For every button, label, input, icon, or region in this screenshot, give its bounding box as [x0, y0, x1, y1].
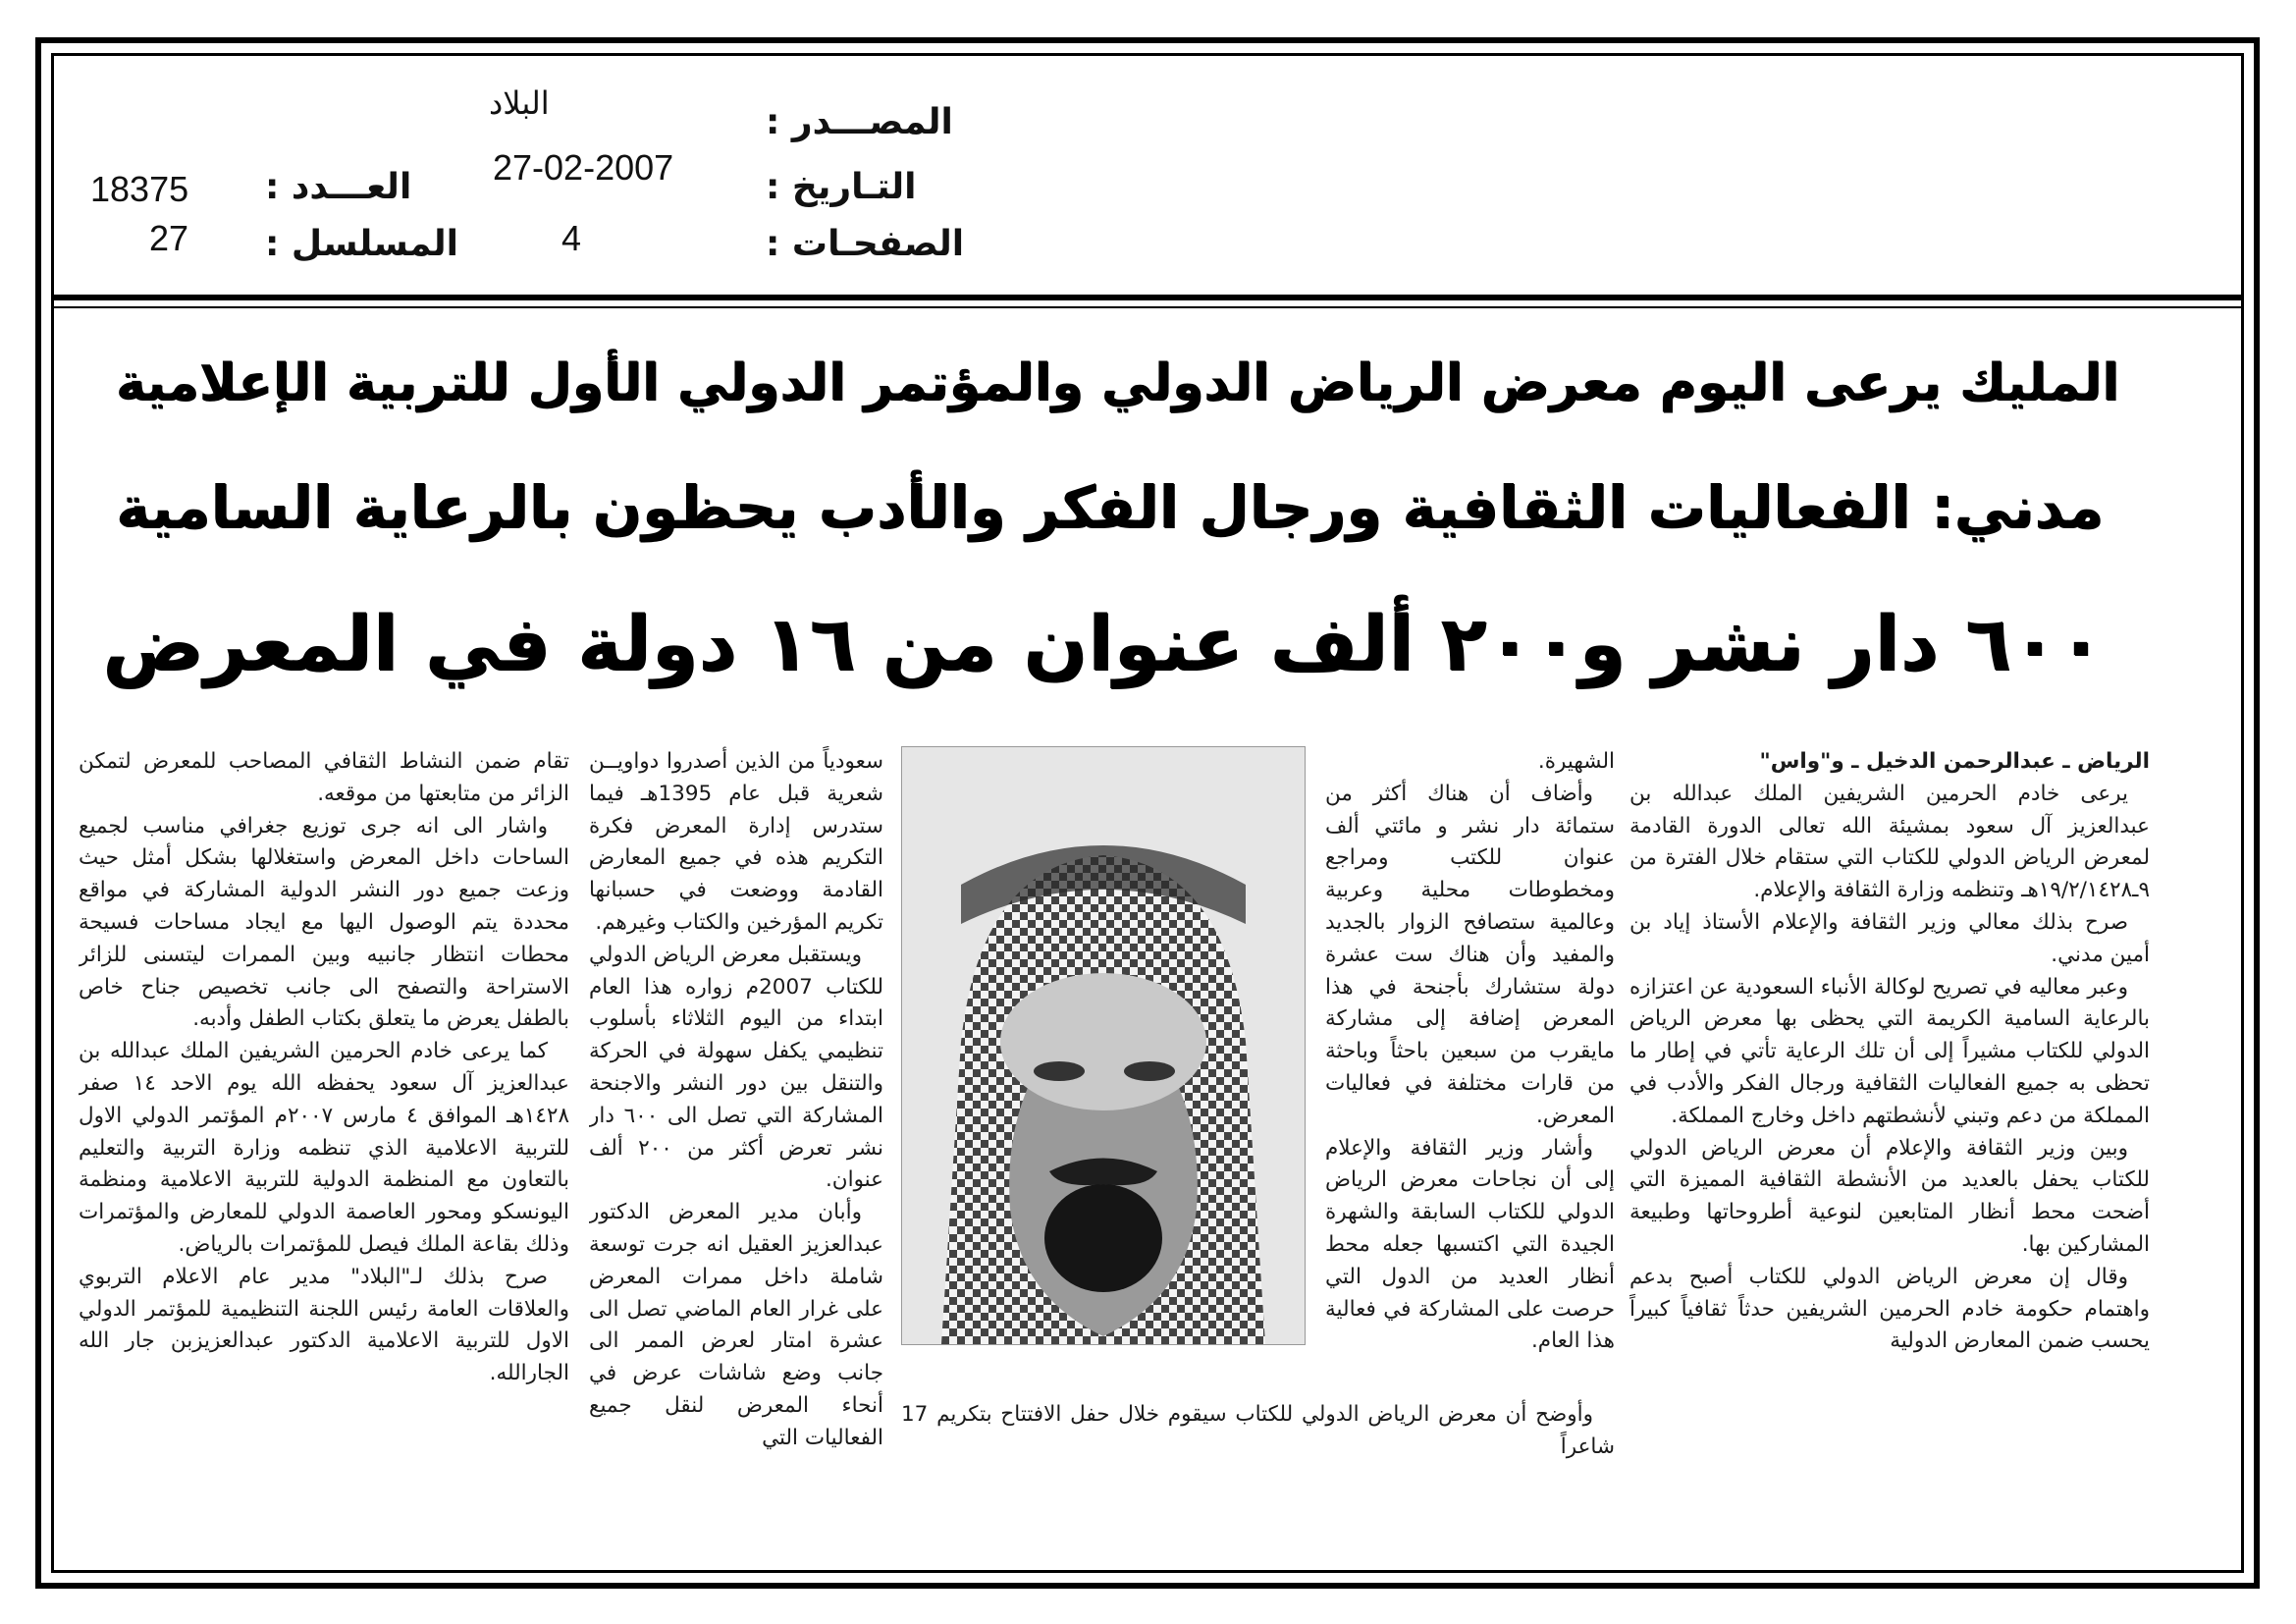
- article-column-2-bottom: [901, 1399, 1615, 1473]
- col4-paragraph: كما يرعى خادم الحرمين الشريفين الملك عبدالله بن عبدالعزيز آل سعود يحفظه الله يوم الاحد ١٤ صفر ١٤٢٨هـ الموافق ٤ مارس ٢٠٠٧م المؤتمر الدولي الاول للتربية الاعلامية الذي تنظمه وزارة التربية والتعليم بالتعاون مع المنظمة الدولية للتربية الاعلامية ومنظمة اليونسكو ومحور العاصمة الدولي للمعارض والمؤتمرات وذلك بقاعة الملك فيصل للمؤتمرات بالرياض.: [79, 1039, 569, 1257]
- article-column-2: [1325, 746, 1615, 1473]
- col3-paragraph: سعودياً من الذين أصدروا دواويــن شعرية قبل عام 1395هـ فيما ستدرس إدارة المعرض فكرة التكريم هذه في جميع المعارض القادمة ووضعت في حسبانها تكريم المؤرخين والكتاب وغيرهم.: [589, 749, 883, 935]
- col1-paragraph: وعبر معاليه في تصريح لوكالة الأنباء السعودية عن اعتزازه بالرعاية السامية الكريمة التي يحظى بها معرض الرياض الدولي للكتاب مشيراً إلى أن تلك الرعاية تأتي في إطار ما تحظى به جميع الفعاليات الثقافية ورجال الفكر والأدب في المملكة من دعم وتبني لأنشطتهم داخل وخارج المملكة.: [1629, 974, 2150, 1128]
- article-column-4: [79, 746, 569, 1473]
- pages-value: 4: [561, 218, 582, 258]
- header-divider: [51, 295, 2244, 300]
- king-portrait-photo: [901, 746, 1306, 1345]
- col4-paragraph: صرح بذلك لـ"البلاد" مدير عام الاعلام التربوي والعلاقات العامة رئيس اللجنة التنظيمية للمؤتمر الدولي الاول للتربية الاعلامية الدكتور عبدالعزيزبن جار الله الجارالله.: [79, 1264, 569, 1386]
- headline-2: مدني: الفعاليات الثقافية ورجال الفكر والأدب يحظون بالرعاية السامية: [115, 473, 2104, 541]
- col2-paragraph: وأشار وزير الثقافة والإعلام إلى أن نجاحات معرض الرياض الدولي للكتاب السابقة والشهرة الجيدة التي اكتسبها جعله محط أنظار العديد من الدول التي حرصت على المشاركة في فعالية هذا العام.: [1325, 1135, 1615, 1354]
- col2-paragraph: وأوضح أن معرض الرياض الدولي للكتاب سيقوم خلال حفل الافتتاح بتكريم 17 شاعراً: [901, 1402, 1615, 1459]
- article-column-3: [589, 746, 883, 1473]
- issue-label: العـــدد :: [265, 167, 412, 207]
- header-divider-thin: [51, 306, 2244, 308]
- col1-paragraph: يرعى خادم الحرمين الشريفين الملك عبدالله بن عبدالعزيز آل سعود بمشيئة الله تعالى الدورة القادمة لمعرض الرياض الدولي للكتاب التي ستقام خلال الفترة من ٩ـ١٩/٢/١٤٢٨هـ وتنظمه وزارة الثقافة والإعلام.: [1629, 781, 2150, 903]
- source-label: المصـــدر :: [766, 102, 953, 142]
- issue-value: 18375: [90, 169, 189, 209]
- headline-1: المليك يرعى اليوم معرض الرياض الدولي والمؤتمر الدولي الأول للتربية الإعلامية: [115, 353, 2119, 412]
- date-label: التـاريخ :: [766, 167, 917, 207]
- col3-paragraph: ويستقبل معرض الرياض الدولي للكتاب 2007م زواره هذا العام ابتداء من اليوم الثلاثاء بأسلوب تنظيمي يكفل سهولة في الحركة والتنقل بين دور النشر والاجنحة المشاركة التي تصل الى ٦٠٠ دار نشر تعرض أكثر من ٢٠٠ ألف عنوان.: [589, 942, 883, 1193]
- col1-paragraph: وقال إن معرض الرياض الدولي للكتاب أصبح بدعم واهتمام حكومة خادم الحرمين الشريفين حدثاً ثقافياً كبيراً يحسب ضمن المعارض الدولية: [1629, 1264, 2150, 1354]
- article-column-1: [1629, 746, 2150, 1473]
- col2-paragraph: وأضاف أن هناك أكثر من ستمائة دار نشر و مائتي ألف عنوان للكتب ومراجع ومخطوطات محلية وعربية وعالمية ستصافح الزوار بالجديد والمفيد وأن هناك ست عشرة دولة ستشارك بأجنحة في هذا المعرض إضافة إلى مشاركة مايقرب من سبعين باحثاً وباحثة من قارات مختلفة في فعاليات المعرض.: [1325, 781, 1615, 1128]
- portrait-illustration: [902, 747, 1305, 1344]
- col2-paragraph: الشهيرة.: [1537, 749, 1615, 774]
- col1-paragraph: وبين وزير الثقافة والإعلام أن معرض الرياض الدولي للكتاب يحفل بالعديد من الأنشطة الثقافية المميزة التي أضحت محط أنظار المتابعين لنوعية أطروحاتها وطبيعة المشاركين بها.: [1629, 1135, 2150, 1257]
- date-value: 27-02-2007: [493, 147, 674, 188]
- byline: الرياض ـ عبدالرحمن الدخيل ـ و"واس": [1759, 749, 2150, 774]
- headline-3: ٦٠٠ دار نشر و٢٠٠ ألف عنوان من ١٦ دولة في المعرض: [102, 601, 2104, 688]
- col1-paragraph: صرح بذلك معالي وزير الثقافة والإعلام الأستاذ إياد بن أمين مدني.: [1629, 909, 2150, 967]
- serial-label: المسلسل :: [265, 224, 459, 264]
- col3-paragraph: وأبان مدير المعرض الدكتور عبدالعزيز العقيل انه جرت توسعة شاملة داخل ممرات المعرض على غرار العام الماضي تصل الى عشرة امتار لعرض الممر الى جانب وضع شاشات عرض في أنحاء المعرض لنقل جميع الفعاليات التي: [589, 1200, 883, 1450]
- source-value: البلاد: [489, 84, 550, 122]
- serial-value: 27: [149, 218, 189, 258]
- col4-paragraph: واشار الى انه جرى توزيع جغرافي مناسب لجميع الساحات داخل المعرض واستغلالها بشكل أمثل حيث وزعت جميع دور النشر الدولية المشاركة في مواقع محددة يتم الوصول اليها مع ايجاد مساحات فسيحة محطات انتظار جانبيه وبين الممرات ليتسنى للزائر الاستراحة والتصفح الى جانب تخصيص جناح خاص بالطفل يعرض ما يتعلق بكتاب الطفل وأدبه.: [79, 813, 569, 1032]
- col4-paragraph: تقام ضمن النشاط الثقافي المصاحب للمعرض لتمكن الزائر من متابعتها من موقعه.: [79, 749, 569, 806]
- pages-label: الصفحـات :: [766, 224, 965, 264]
